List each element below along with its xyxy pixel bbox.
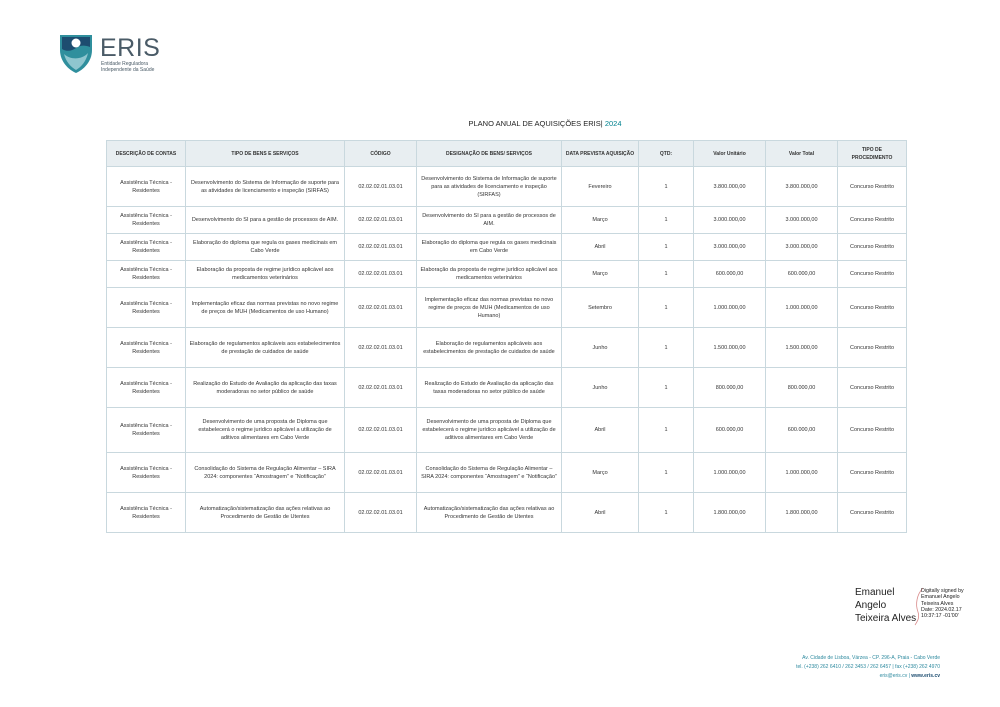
date-cell: Junho bbox=[562, 328, 639, 368]
code-cell: 02.02.02.01.03.01 bbox=[345, 493, 417, 533]
account-description-cell: Assistência Técnica - Residentes bbox=[107, 261, 186, 288]
table-header-row bbox=[107, 141, 907, 167]
footer-address: Av. Cidade de Lisboa, Várzea - CP. 296-A, Praia - Cabo Verde bbox=[802, 655, 940, 661]
signature-detail-line: 10:37:17 -01'00' bbox=[921, 613, 959, 620]
unit-value-cell: 1.000.000,00 bbox=[694, 453, 766, 493]
procedure-type-cell: Concurso Restrito bbox=[838, 368, 907, 408]
total-value-cell: 600.000,00 bbox=[766, 408, 838, 453]
logo-subtitle bbox=[101, 62, 154, 73]
shield-logo-icon bbox=[58, 32, 94, 74]
code-cell: 02.02.02.01.03.01 bbox=[345, 453, 417, 493]
designation-cell: Desenvolvimento de uma proposta de Diploma que estabelecerá o regime jurídico aplicável a utilização de aditivos alimentares em Cabo Verde bbox=[417, 408, 562, 453]
goods-type-cell: Elaboração do diploma que regula os gases medicinais em Cabo Verde bbox=[186, 234, 345, 261]
quantity-cell: 1 bbox=[639, 234, 694, 261]
procedure-type-cell: Concurso Restrito bbox=[838, 328, 907, 368]
signer-name-line: Teixeira Alves bbox=[855, 613, 917, 624]
total-value-cell: 1.000.000,00 bbox=[766, 453, 838, 493]
col-header: DATA PREVISTA AQUISIÇÃO bbox=[562, 141, 639, 167]
quantity-cell: 1 bbox=[639, 288, 694, 328]
col-header: QTD: bbox=[639, 141, 694, 167]
unit-value-cell: 800.000,00 bbox=[694, 368, 766, 408]
goods-type-cell: Elaboração de regulamentos aplicáveis aos estabelecimentos de prestação de cuidados de saúde bbox=[186, 328, 345, 368]
unit-value-cell: 600.000,00 bbox=[694, 261, 766, 288]
procedure-type-cell: Concurso Restrito bbox=[838, 493, 907, 533]
code-cell: 02.02.02.01.03.01 bbox=[345, 261, 417, 288]
table-row bbox=[107, 234, 907, 261]
date-cell: Março bbox=[562, 261, 639, 288]
goods-type-cell: Consolidação do Sistema de Regulação Alimentar – SIRA 2024: componentes “Amostragem” e “Notificação” bbox=[186, 453, 345, 493]
account-description-cell: Assistência Técnica - Residentes bbox=[107, 234, 186, 261]
date-cell: Março bbox=[562, 207, 639, 234]
quantity-cell: 1 bbox=[639, 368, 694, 408]
footer-website-link[interactable]: www.eris.cv bbox=[911, 673, 940, 679]
signer-name bbox=[855, 586, 916, 625]
digital-signature bbox=[855, 586, 985, 632]
col-header: DESCRIÇÃO DE CONTAS bbox=[107, 141, 186, 167]
designation-cell: Desenvolvimento do Sistema de Informação de suporte para as atividades de licenciamento e inspeção (SIRFAS) bbox=[417, 167, 562, 207]
footer-contacts bbox=[796, 654, 940, 681]
col-header: Valor Total bbox=[766, 141, 838, 167]
account-description-cell: Assistência Técnica - Residentes bbox=[107, 408, 186, 453]
account-description-cell: Assistência Técnica - Residentes bbox=[107, 288, 186, 328]
goods-type-cell: Desenvolvimento do Sistema de Informação de suporte para as atividades de licenciamento e inspeção (SIRFAS) bbox=[186, 167, 345, 207]
goods-type-cell: Implementação eficaz das normas previstas no novo regime de preços de MUH (Medicamentos de uso Humano) bbox=[186, 288, 345, 328]
code-cell: 02.02.02.01.03.01 bbox=[345, 234, 417, 261]
goods-type-cell: Automatização/sistematização das ações relativas ao Procedimento de Gestão de Utentes bbox=[186, 493, 345, 533]
date-cell: Abril bbox=[562, 234, 639, 261]
code-cell: 02.02.02.01.03.01 bbox=[345, 207, 417, 234]
account-description-cell: Assistência Técnica - Residentes bbox=[107, 167, 186, 207]
designation-cell: Elaboração de regulamentos aplicáveis aos estabelecimentos de prestação de cuidados de saúde bbox=[417, 328, 562, 368]
date-cell: Abril bbox=[562, 493, 639, 533]
signature-detail-line: Teixeira Alves bbox=[921, 600, 954, 607]
designation-cell: Desenvolvimento do SI para a gestão de processos de AIM. bbox=[417, 207, 562, 234]
date-cell: Junho bbox=[562, 368, 639, 408]
unit-value-cell: 1.000.000,00 bbox=[694, 288, 766, 328]
designation-cell: Realização do Estudo de Avaliação da aplicação das taxas moderadoras no setor público de saúde bbox=[417, 368, 562, 408]
col-header: TIPO DE BENS E SERVIÇOS bbox=[186, 141, 345, 167]
account-description-cell: Assistência Técnica - Residentes bbox=[107, 207, 186, 234]
document-title bbox=[0, 119, 1000, 128]
date-cell: Março bbox=[562, 453, 639, 493]
total-value-cell: 1.000.000,00 bbox=[766, 288, 838, 328]
procedure-type-cell: Concurso Restrito bbox=[838, 288, 907, 328]
quantity-cell: 1 bbox=[639, 453, 694, 493]
unit-value-cell: 1.800.000,00 bbox=[694, 493, 766, 533]
code-cell: 02.02.02.01.03.01 bbox=[345, 167, 417, 207]
table-row bbox=[107, 261, 907, 288]
signer-name-line: Angelo bbox=[855, 600, 887, 611]
col-header: DESIGNAÇÃO DE BENS/ SERVIÇOS bbox=[417, 141, 562, 167]
code-cell: 02.02.02.01.03.01 bbox=[345, 328, 417, 368]
col-header: TIPO DE PROCEDIMENTO bbox=[838, 141, 907, 167]
goods-type-cell: Desenvolvimento de uma proposta de Diploma que estabelecerá o regime jurídico aplicável a utilização de aditivos alimentares em Cabo Verde bbox=[186, 408, 345, 453]
table-row bbox=[107, 493, 907, 533]
account-description-cell: Assistência Técnica - Residentes bbox=[107, 453, 186, 493]
procedure-type-cell: Concurso Restrito bbox=[838, 167, 907, 207]
total-value-cell: 3.000.000,00 bbox=[766, 234, 838, 261]
goods-type-cell: Realização do Estudo de Avaliação da aplicação das taxas moderadoras no setor público de saúde bbox=[186, 368, 345, 408]
document-title-year: 2024 bbox=[604, 119, 622, 128]
total-value-cell: 3.000.000,00 bbox=[766, 207, 838, 234]
unit-value-cell: 1.500.000,00 bbox=[694, 328, 766, 368]
table-body bbox=[107, 167, 907, 533]
designation-cell: Consolidação do Sistema de Regulação Alimentar – SIRA 2024: componentes “Amostragem” e “Notificação” bbox=[417, 453, 562, 493]
footer-phones: tel. (+238) 262 6410 / 262 3453 / 262 6457 | fax (+238) 262 4970 bbox=[796, 664, 940, 670]
designation-cell: Elaboração do diploma que regula os gases medicinais em Cabo Verde bbox=[417, 234, 562, 261]
quantity-cell: 1 bbox=[639, 167, 694, 207]
col-header: Valor Unitário bbox=[694, 141, 766, 167]
total-value-cell: 3.800.000,00 bbox=[766, 167, 838, 207]
acquisitions-table bbox=[106, 140, 907, 533]
table-row bbox=[107, 207, 907, 234]
signer-name-line: Emanuel bbox=[855, 587, 895, 598]
unit-value-cell: 600.000,00 bbox=[694, 408, 766, 453]
quantity-cell: 1 bbox=[639, 408, 694, 453]
table-row bbox=[107, 368, 907, 408]
quantity-cell: 1 bbox=[639, 207, 694, 234]
eris-logo bbox=[58, 32, 178, 77]
table-row bbox=[107, 288, 907, 328]
table-row bbox=[107, 453, 907, 493]
date-cell: Fevereiro bbox=[562, 167, 639, 207]
designation-cell: Automatização/sistematização das ações relativas ao Procedimento de Gestão de Utentes bbox=[417, 493, 562, 533]
footer-web-line bbox=[796, 672, 940, 681]
logo-wordmark: ERIS bbox=[100, 34, 161, 62]
logo-subtitle-line-2: Independente da Saúde bbox=[101, 66, 155, 73]
total-value-cell: 800.000,00 bbox=[766, 368, 838, 408]
logo-subtitle-line-1: Entidade Reguladora bbox=[101, 61, 148, 67]
goods-type-cell: Desenvolvimento do SI para a gestão de processos de AIM. bbox=[186, 207, 345, 234]
total-value-cell: 600.000,00 bbox=[766, 261, 838, 288]
code-cell: 02.02.02.01.03.01 bbox=[345, 368, 417, 408]
code-cell: 02.02.02.01.03.01 bbox=[345, 408, 417, 453]
table-row bbox=[107, 167, 907, 207]
total-value-cell: 1.800.000,00 bbox=[766, 493, 838, 533]
signature-detail-line: Emanuel Angelo bbox=[921, 594, 960, 601]
col-header: CÓDIGO bbox=[345, 141, 417, 167]
procedure-type-cell: Concurso Restrito bbox=[838, 261, 907, 288]
document-title-text: PLANO ANUAL DE AQUISIÇÕES ERIS| bbox=[468, 119, 603, 128]
procedure-type-cell: Concurso Restrito bbox=[838, 207, 907, 234]
table-row bbox=[107, 328, 907, 368]
goods-type-cell: Elaboração da proposta de regime jurídico aplicável aos medicamentos veterinários bbox=[186, 261, 345, 288]
date-cell: Setembro bbox=[562, 288, 639, 328]
account-description-cell: Assistência Técnica - Residentes bbox=[107, 493, 186, 533]
date-cell: Abril bbox=[562, 408, 639, 453]
unit-value-cell: 3.000.000,00 bbox=[694, 207, 766, 234]
designation-cell: Elaboração da proposta de regime jurídico aplicável aos medicamentos veterinários bbox=[417, 261, 562, 288]
footer-email-link[interactable]: eris@eris.cv | bbox=[879, 673, 910, 679]
account-description-cell: Assistência Técnica - Residentes bbox=[107, 368, 186, 408]
procedure-type-cell: Concurso Restrito bbox=[838, 453, 907, 493]
signature-detail-line: Date: 2024.02.17 bbox=[921, 606, 962, 613]
signature-detail-line: Digitally signed by bbox=[921, 588, 964, 594]
total-value-cell: 1.500.000,00 bbox=[766, 328, 838, 368]
signature-details bbox=[921, 588, 964, 619]
table-row bbox=[107, 408, 907, 453]
quantity-cell: 1 bbox=[639, 493, 694, 533]
quantity-cell: 1 bbox=[639, 261, 694, 288]
account-description-cell: Assistência Técnica - Residentes bbox=[107, 328, 186, 368]
designation-cell: Implementação eficaz das normas previstas no novo regime de preços de MUH (Medicamentos de uso Humano) bbox=[417, 288, 562, 328]
code-cell: 02.02.02.01.03.01 bbox=[345, 288, 417, 328]
quantity-cell: 1 bbox=[639, 328, 694, 368]
unit-value-cell: 3.800.000,00 bbox=[694, 167, 766, 207]
procedure-type-cell: Concurso Restrito bbox=[838, 234, 907, 261]
procedure-type-cell: Concurso Restrito bbox=[838, 408, 907, 453]
unit-value-cell: 3.000.000,00 bbox=[694, 234, 766, 261]
